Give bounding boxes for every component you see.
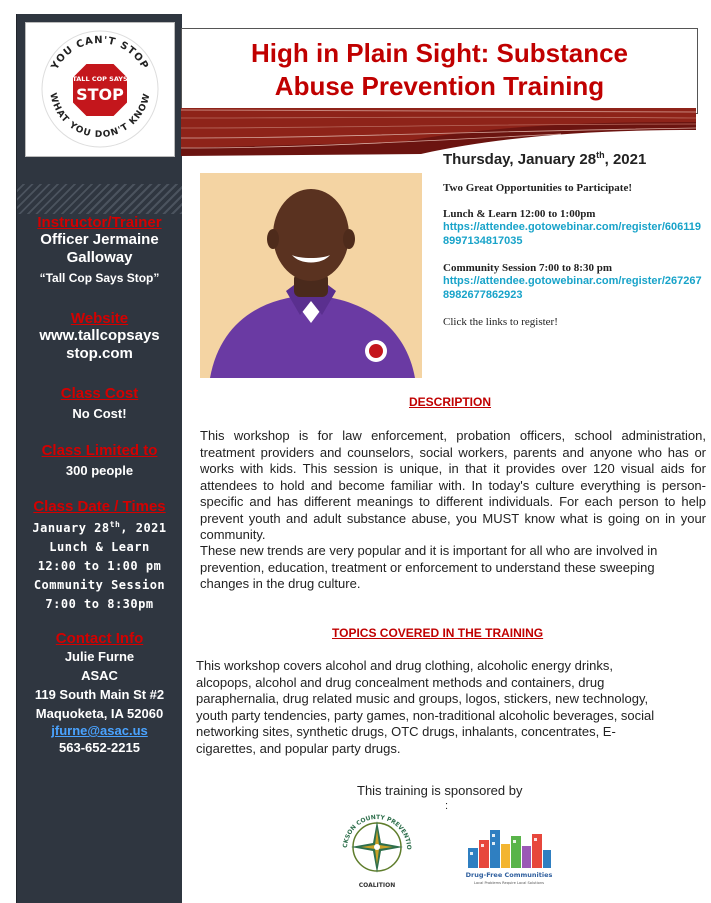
lunch-learn-register-link[interactable]: https://attendee.gotowebinar.com/register/6061198997134817035 (443, 221, 701, 247)
contact-section (17, 630, 182, 757)
instructor-section (17, 214, 182, 288)
contact-email-link[interactable]: jfurne@asac.us (51, 723, 148, 738)
website-heading: Website (70, 310, 129, 327)
dates-line1: January 28th, 2021 (32, 520, 167, 535)
sidebar-stripe-decoration (17, 184, 182, 214)
sponsor1-bottom-text: COALITION (358, 882, 396, 889)
instructor-heading: Instructor/Trainer (37, 214, 162, 231)
opportunities-text: Two Great Opportunities to Participate! (443, 182, 633, 194)
event-date: Thursday, January 28th, 2021 (443, 150, 647, 168)
cost-heading: Class Cost (60, 385, 139, 402)
logo-bottom-text: WHAT YOU DON'T KNOW (47, 92, 153, 141)
contact-phone: 563-652-2215 (59, 740, 140, 755)
dates-line3: 12:00 to 1:00 pm (37, 559, 162, 573)
title-box (181, 28, 698, 114)
page-title (182, 37, 697, 103)
contact-heading: Contact Info (55, 630, 144, 647)
website-line2[interactable]: stop.com (66, 345, 133, 362)
limit-value: 300 people (65, 463, 134, 478)
dates-line4: Community Session (33, 578, 166, 592)
logo-sign-big: STOP (76, 85, 124, 104)
header-swoosh-decoration (181, 108, 696, 156)
description-paragraph-2: These new trends are very popular and it is important for all who are involved in prevention, education, treatment or enforcement to understand these sweeping changes in the drug culture. (200, 543, 658, 591)
dates-line2: Lunch & Learn (49, 540, 150, 554)
description-heading: DESCRIPTION (409, 395, 492, 409)
community-session-register-link[interactable]: https://attendee.gotowebinar.com/register/2672678982677862923 (443, 275, 702, 301)
sponsor2-name: Drug-Free Communities (466, 871, 552, 879)
sidebar (16, 14, 182, 903)
community-session-label: Community Session 7:00 to 8:30 pm (443, 262, 612, 274)
contact-address-line2: Maquoketa, IA 52060 (35, 706, 164, 721)
sponsor1-ring-text: CKSON COUNTY PREVENTIO (341, 813, 413, 851)
drug-free-communities-logo (466, 826, 552, 886)
contact-address-line1: 119 South Main St #2 (34, 687, 165, 702)
instructor-photo (200, 173, 422, 378)
topics-body: This workshop covers alcohol and drug clothing, alcoholic energy drinks, alcopops, alcohol and drug concealment methods and containers, drug paraphernalia, drug related music and groups, logos, stickers, new technology, youth party tendencies, party games, non-traditional alcoholic beverages, social networking sites, synthetic drugs, OTC drugs, inhalants, concentrates, E-cigarettes, and popular party drugs. (196, 658, 655, 756)
event-info (443, 150, 703, 328)
logo-sign-small: TALL COP SAYS (72, 75, 128, 83)
title-line1: High in Plain Sight: Substance (250, 38, 629, 68)
instructor-tagline: “Tall Cop Says Stop” (39, 271, 160, 285)
cost-section (17, 385, 182, 423)
title-line2: Abuse Prevention Training (274, 71, 605, 101)
cost-value: No Cost! (72, 406, 127, 421)
topics-heading: TOPICS COVERED IN THE TRAINING (332, 626, 544, 640)
tall-cop-logo (25, 22, 175, 157)
description-paragraph-1: This workshop is for law enforcement, probation officers, school administration, treatment providers and counselors, social workers, parents and anyone who has or works with kids. This session is unique, in that it provides over 120 visual aids for attendees to hold and become familiar with. In today's culture everything is person-specific and has different meanings to different individuals. For each person to help prevent youth and adult substance abuse, you MUST know what is going on in your community. (200, 428, 706, 542)
instructor-name-line2: Galloway (66, 249, 133, 266)
logo-top-text: YOU CAN'T STOP (49, 34, 151, 72)
website-line1[interactable]: www.tallcopsays (39, 327, 160, 344)
limit-section (17, 442, 182, 480)
sponsor2-tagline: Local Problems Require Local Solutions (474, 881, 544, 885)
dates-section (17, 498, 182, 614)
sponsor-label: This training is sponsored by (357, 783, 523, 798)
jackson-county-coalition-logo (335, 807, 419, 891)
register-note: Click the links to register! (443, 316, 558, 328)
instructor-name-line1: Officer Jermaine (40, 231, 159, 248)
limit-heading: Class Limited to (41, 442, 158, 459)
sponsor-colon: : (445, 800, 449, 812)
contact-org: ASAC (81, 668, 118, 683)
website-section (17, 310, 182, 363)
dates-heading: Class Date / Times (33, 498, 166, 515)
contact-name: Julie Furne (64, 649, 135, 664)
dates-line5: 7:00 to 8:30pm (45, 597, 154, 611)
lunch-learn-label: Lunch & Learn 12:00 to 1:00pm (443, 208, 596, 220)
